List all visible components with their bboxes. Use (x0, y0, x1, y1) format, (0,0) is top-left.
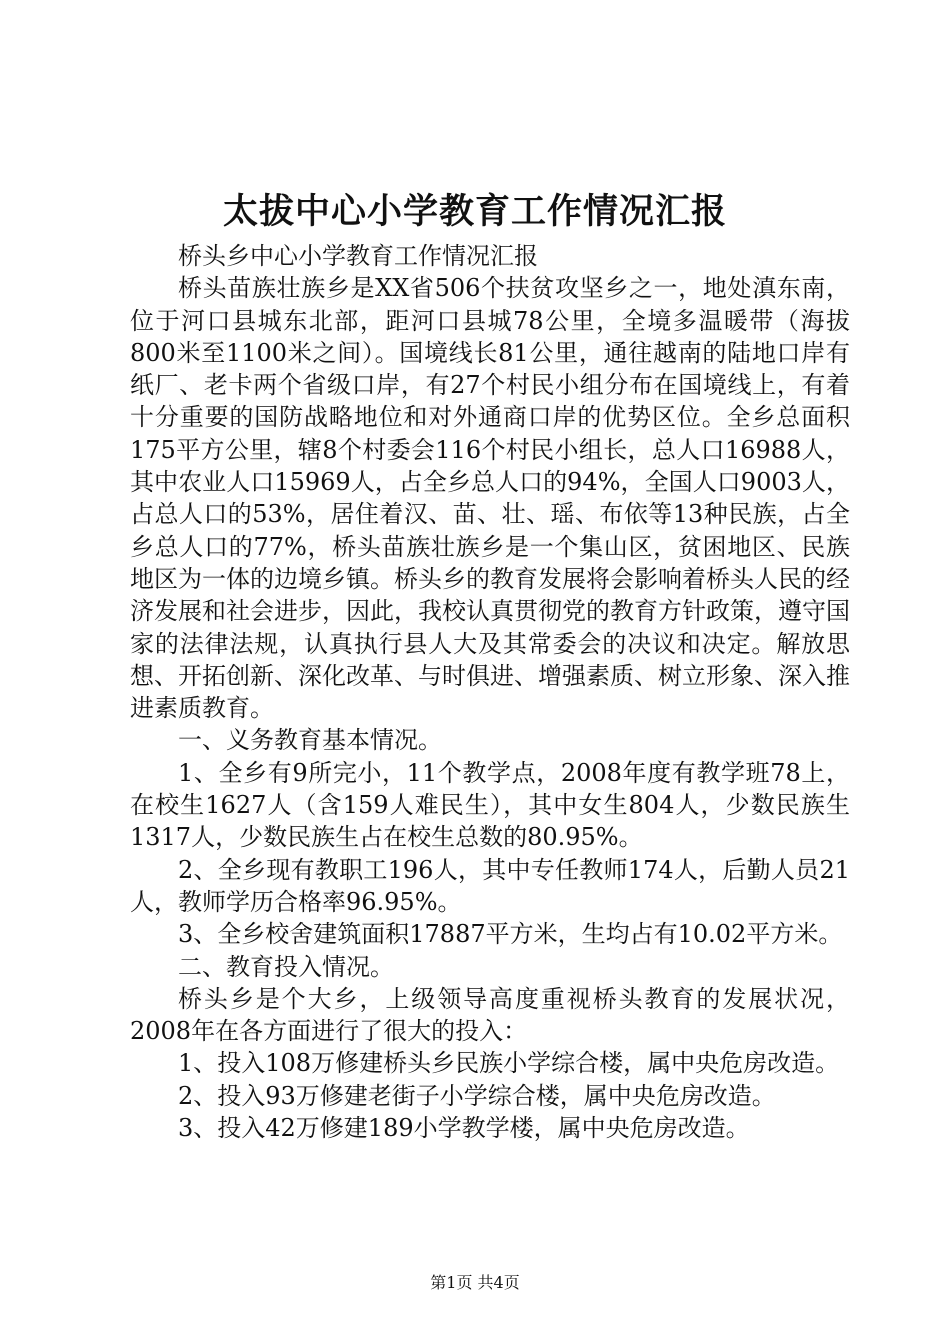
paragraph-item-1: 1、全乡有9所完小，11个教学点，2008年度有教学班78上，在校生1627人（含159人难民生），其中女生804人，少数民族生1317人，少数民族生占在校生总数的80.95%。 (130, 758, 850, 852)
paragraph-item-2: 2、全乡现有教职工196人，其中专任教师174人，后勤人员21人，教师学历合格率96.95%。 (130, 855, 850, 916)
section-heading-compulsory-education: 一、义务教育基本情况。 (178, 726, 442, 755)
paragraph-item-3: 3、全乡校舍建筑面积17887平方米，生均占有10.02平方米。 (178, 920, 843, 949)
paragraph-overview: 桥头苗族壮族乡是XX省506个扶贫攻坚乡之一，地处滇东南，位于河口县城东北部，距河口县城78公里，全境多温暖带（海拔800米至1100米之间）。国境线长81公里，通往越南的陆地口岸有纸厂、老卡两个省级口岸，有27个村民小组分布在国境线上，有着十分重要的国防战略地位和对外通商口岸的优势区位。全乡总面积175平方公里，辖8个村委会116个村民小组长，总人口16988人，其中农业人口15969人，占全乡总人口的94%，全国人口9003人，占总人口的53%，居住着汉、苗、壮、瑶、布依等13种民族，占全乡总人口的77%，桥头苗族壮族乡是一个集山区，贫困地区、民族地区为一体的边境乡镇。桥头乡的教育发展将会影响着桥头人民的经济发展和社会进步，因此，我校认真贯彻党的教育方针政策，遵守国家的法律法规，认真执行县人大及其常委会的决议和决定。解放思想、开拓创新、深化改革、与时俱进、增强素质、树立形象、深入推进素质教育。 (130, 274, 850, 723)
paragraph-subtitle: 桥头乡中心小学教育工作情况汇报 (178, 242, 538, 270)
paragraph-investment-2: 2、投入93万修建老街子小学综合楼，属中央危房改造。 (178, 1081, 776, 1110)
paragraph-investment-3: 3、投入42万修建189小学教学楼，属中央危房改造。 (178, 1114, 750, 1143)
paragraph-investment-intro: 桥头乡是个大乡，上级领导高度重视桥头教育的发展状况，2008年在各方面进行了很大的投入： (130, 984, 850, 1046)
section-heading-investment: 二、教育投入情况。 (178, 952, 394, 981)
document-body (130, 240, 850, 1144)
paragraph-investment-1: 1、投入108万修建桥头乡民族小学综合楼，属中央危房改造。 (178, 1049, 840, 1078)
document-title: 太拔中心小学教育工作情况汇报 (222, 191, 727, 232)
page-footer: 第1页 共4页 (430, 1273, 520, 1292)
